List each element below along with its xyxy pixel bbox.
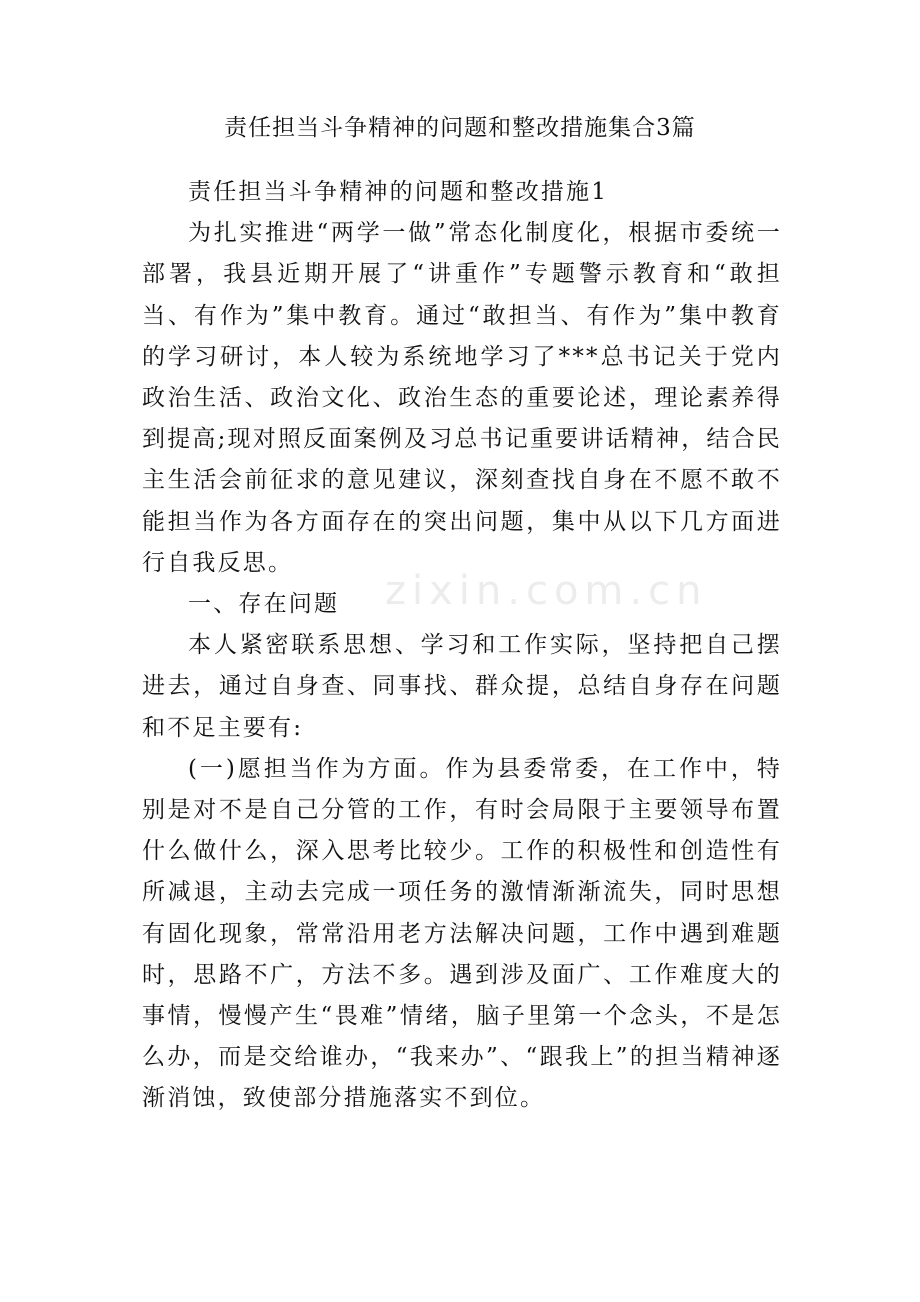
document-body [142,172,782,1120]
section-heading-problems: 一、存在问题 [188,591,340,618]
paragraph-item-1: (一)愿担当作为方面。作为县委常委，在工作中，特别是对不是自己分管的工作，有时会局限于主要领导布置什么做什么，深入思考比较少。工作的积极性和创造性有所减退，主动去完成一项任务的激情渐渐流失，同时思想有固化现象，常常沿用老方法解决问题，工作中遇到难题时，思路不广，方法不多。遇到涉及面广、工作难度大的事情，慢慢产生“畏难”情绪，脑子里第一个念头，不是怎么办，而是交给谁办，“我来办”、“跟我上”的担当精神逐渐消蚀，致使部分措施落实不到位。 [142,755,782,1112]
document-title: 责任担当斗争精神的问题和整改措施集合3篇 [224,115,696,141]
watermark: zixin.com.cn [385,568,708,614]
paragraph-intro: 为扎实推进“两学一做”常态化制度化，根据市委统一部署，我县近期开展了“讲重作”专题警示教育和“敢担当、有作为”集中教育。通过“敢担当、有作为”集中教育的学习研讨，本人较为系统地学习了***总书记关于党内政治生活、政治文化、政治生态的重要论述，理论素养得到提高;现对照反面案例及习总书记重要讲话精神，结合民主生活会前征求的意见建议，深刻查找自身在不愿不敢不能担当作为各方面存在的突出问题，集中从以下几方面进行自我反思。 [142,220,782,576]
section-heading: 责任担当斗争精神的问题和整改措施1 [188,179,609,205]
paragraph-summary: 本人紧密联系思想、学习和工作实际，坚持把自己摆进去，通过自身查、同事找、群众提，总结自身存在问题和不足主要有: [142,632,782,741]
